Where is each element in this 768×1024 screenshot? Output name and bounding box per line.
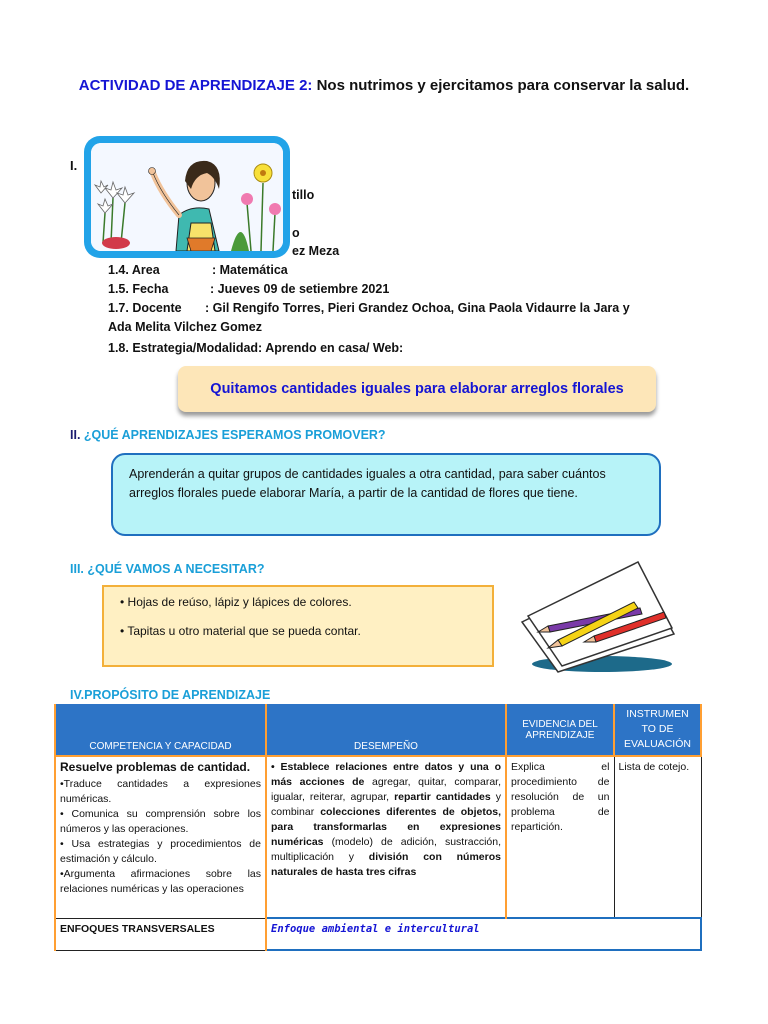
header-instrumento: INSTRUMEN TO DE EVALUACIÓN (614, 704, 701, 756)
header-desempeno: DESEMPEÑO (266, 704, 506, 756)
desempeno-part: división con números naturales de hasta tres cifras (271, 851, 501, 878)
learning-goal-box (111, 453, 661, 536)
title-text: Nos nutrimos y ejercitamos para conservar la salud. (312, 77, 690, 94)
materials-box (102, 585, 494, 667)
activity-banner: Quitamos cantidades iguales para elaborar arreglos florales (178, 366, 656, 412)
desempeno-part: • Establece relaciones entre datos y una o más acciones de (271, 761, 501, 788)
page-title (70, 74, 698, 97)
capacidad-item: • Usa estrategias y procedimientos de estimación y cálculo. (60, 838, 261, 865)
evidencia-cell: Explica el procedimiento de resolución de un problema de repartición. (506, 756, 614, 918)
desempeno-part: y combinar (271, 791, 501, 818)
docente-row (108, 301, 630, 315)
estrategia-row: 1.8. Estrategia/Modalidad: Aprendo en casa/ Web: (108, 341, 404, 355)
capacidad-item: • Comunica su comprensión sobre los números y las operaciones. (60, 808, 261, 835)
instrumento-cell: Lista de cotejo. (614, 756, 701, 918)
info-fragment-3: ez Meza (292, 244, 340, 258)
docente-label: 1.7. Docente (108, 301, 182, 315)
fecha-label: 1.5. Fecha (108, 282, 169, 296)
pencils-on-paper-illustration (518, 556, 680, 676)
learning-goal-text: Aprenderán a quitar grupos de cantidades iguales a otra cantidad, para saber cuántos arreglos florales puede elaborar María, a partir de la cantidad de flores que tiene. (129, 467, 606, 500)
area-row (108, 263, 288, 277)
section-3-heading (70, 562, 264, 576)
header-evidencia: EVIDENCIA DEL APRENDIZAJE (506, 704, 614, 756)
competencia-title: Resuelve problemas de cantidad. (60, 760, 251, 774)
fecha-value: : Jueves 09 de setiembre 2021 (210, 282, 390, 296)
desempeno-cell (266, 756, 506, 918)
purpose-table (54, 704, 702, 951)
section-4-heading: IV.PROPÓSITO DE APRENDIZAJE (70, 688, 271, 702)
woman-with-flowers-illustration (84, 136, 290, 258)
section-2-numeral: II. (70, 428, 81, 442)
section-2-title: ¿QUÉ APRENDIZAJES ESPERAMOS PROMOVER? (83, 428, 386, 442)
section-3-title: ¿QUÉ VAMOS A NECESITAR? (87, 562, 265, 576)
section-1-numeral: I. (70, 158, 78, 173)
material-item: • Hojas de reúso, lápiz y lápices de colores. (120, 595, 352, 609)
enfoque-value: Enfoque ambiental e intercultural (266, 918, 701, 950)
desempeno-part: colecciones diferentes de objetos, para transformarlas en expresiones numéricas (271, 806, 501, 848)
title-prefix: ACTIVIDAD DE APRENDIZAJE 2: (78, 77, 313, 94)
area-label: 1.4. Area (108, 263, 160, 277)
info-fragment-1: tillo (292, 188, 315, 202)
section-3-numeral: III. (70, 562, 84, 576)
desempeno-part: agregar, quitar, comparar, igualar, reiterar, agrupar, (271, 776, 502, 803)
desempeno-part: repartir cantidades (394, 791, 491, 803)
docente-value-line2: Ada Melita Vilchez Gomez (108, 320, 262, 334)
desempeno-part: (modelo) de adición, sustracción, multiplicación y (271, 836, 501, 863)
competencia-cell (55, 756, 266, 918)
enfoques-label: ENFOQUES TRANSVERSALES (55, 918, 266, 950)
header-competencia: COMPETENCIA Y CAPACIDAD (55, 704, 266, 756)
section-2-heading (70, 428, 386, 442)
info-fragment-2: o (292, 226, 300, 240)
capacidad-item: •Argumenta afirmaciones sobre las relaciones numéricas y las operaciones (60, 868, 261, 895)
material-item: • Tapitas u otro material que se pueda contar. (120, 624, 361, 638)
docente-value: : Gil Rengifo Torres, Pieri Grandez Ochoa, Gina Paola Vidaurre la Jara y (205, 301, 630, 315)
illustration-svg (91, 143, 283, 251)
fecha-row (108, 282, 389, 296)
area-value: : Matemática (212, 263, 288, 277)
capacidad-item: •Traduce cantidades a expresiones numéricas. (60, 778, 261, 805)
